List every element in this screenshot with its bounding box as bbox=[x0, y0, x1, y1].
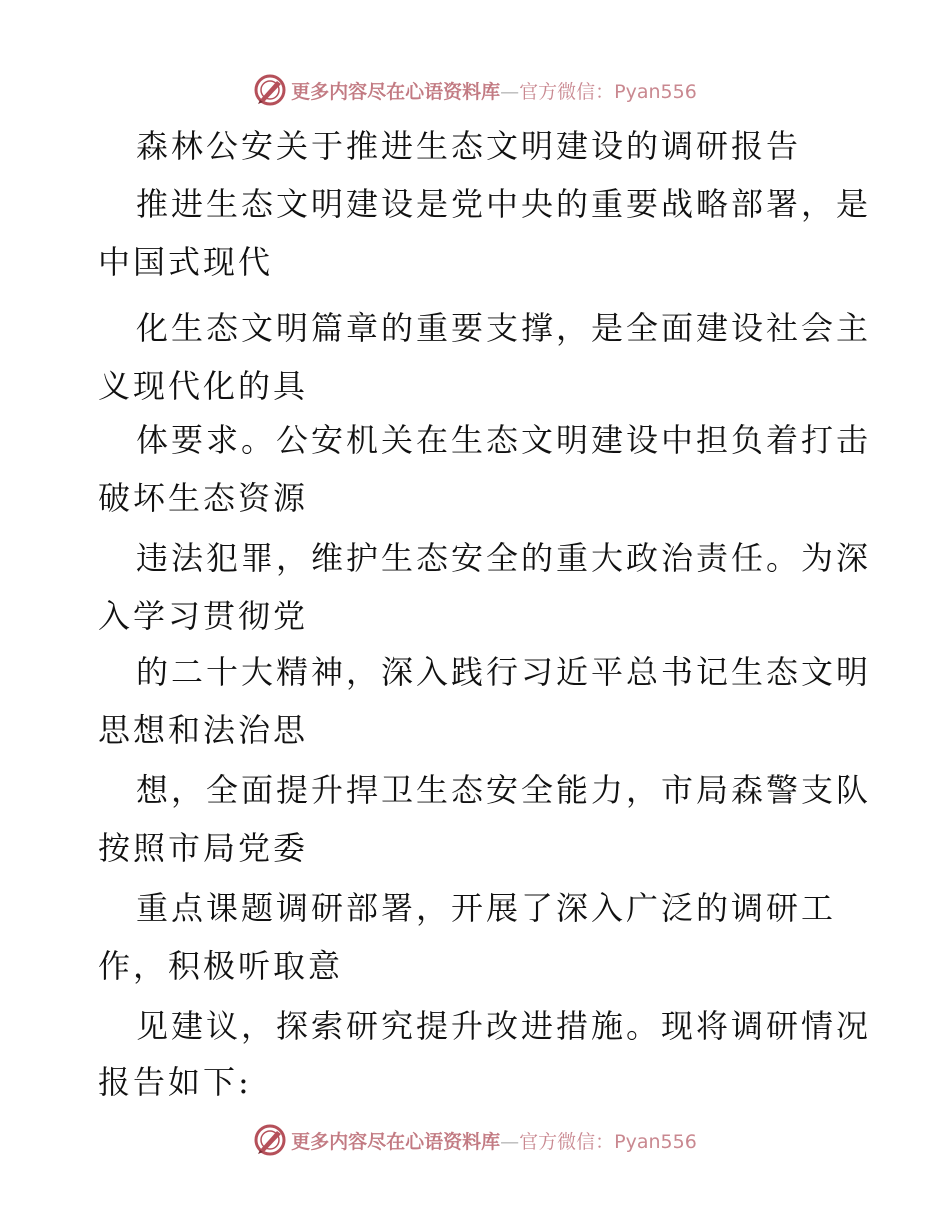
text-line: 按照市局党委 bbox=[98, 829, 309, 867]
text-line: 作，积极听取意 bbox=[98, 947, 344, 985]
text-line: 思想和法治思 bbox=[98, 711, 309, 749]
text-line: 推进生态文明建设是党中央的重要战略部署，是 bbox=[136, 185, 872, 223]
text-line: 报告如下: bbox=[98, 1063, 252, 1101]
header-banner-dash: — bbox=[500, 80, 520, 103]
header-banner-highlight: 更多内容尽在心语资料库 bbox=[291, 80, 501, 103]
footer-banner bbox=[0, 1120, 950, 1160]
text-line: 重点课题调研部署，开展了深入广泛的调研工 bbox=[136, 889, 837, 927]
header-banner-rest: 官方微信：Pyan556 bbox=[519, 80, 697, 103]
pen-logo-icon bbox=[253, 73, 287, 107]
text-line: 入学习贯彻党 bbox=[98, 597, 309, 635]
footer-banner-text bbox=[291, 1127, 697, 1154]
text-line: 想，全面提升捍卫生态安全能力，市局森警支队 bbox=[136, 771, 872, 809]
document-title: 森林公安关于推进生态文明建设的调研报告 bbox=[136, 127, 802, 165]
pen-logo-icon bbox=[253, 1123, 287, 1157]
text-line: 的二十大精神，深入践行习近平总书记生态文明 bbox=[136, 653, 872, 691]
text-line: 见建议，探索研究提升改进措施。现将调研情况 bbox=[136, 1007, 872, 1045]
footer-banner-rest: 官方微信：Pyan556 bbox=[519, 1130, 697, 1153]
footer-banner-highlight: 更多内容尽在心语资料库 bbox=[291, 1130, 501, 1153]
header-banner bbox=[0, 70, 950, 110]
text-line: 化生态文明篇章的重要支撑，是全面建设社会主 bbox=[136, 309, 872, 347]
header-banner-text bbox=[291, 77, 697, 104]
text-line: 违法犯罪，维护生态安全的重大政治责任。为深 bbox=[136, 539, 872, 577]
footer-banner-dash: — bbox=[500, 1130, 520, 1153]
text-line: 中国式现代 bbox=[98, 243, 274, 281]
text-line: 破坏生态资源 bbox=[98, 479, 309, 517]
text-line: 体要求。公安机关在生态文明建设中担负着打击 bbox=[136, 421, 872, 459]
text-line: 义现代化的具 bbox=[98, 367, 309, 405]
